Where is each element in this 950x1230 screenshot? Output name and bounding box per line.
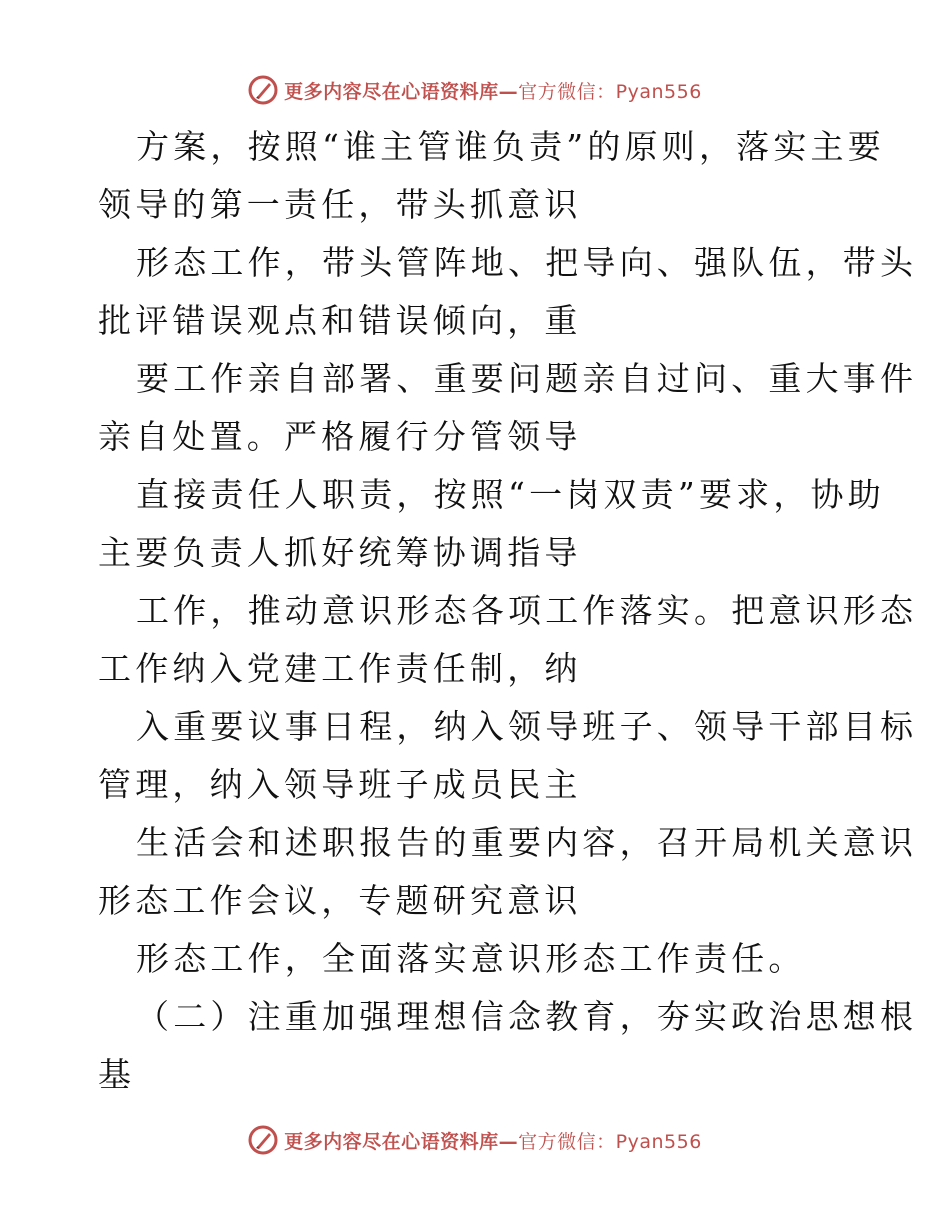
quill-pen-icon	[248, 75, 278, 105]
body-line: 基	[98, 1055, 136, 1094]
footer-text: 更多内容尽在心语资料库—官方微信：Pyan556	[284, 1130, 702, 1153]
body-line: 入重要议事日程，纳入领导班子、领导干部目标	[136, 707, 918, 746]
body-line: 亲自处置。严格履行分管领导	[98, 417, 582, 456]
quill-pen-icon	[248, 1125, 278, 1155]
body-line: 生活会和述职报告的重要内容，召开局机关意识	[136, 823, 918, 862]
section-heading: （二）注重加强理想信念教育，夯实政治思想根	[136, 997, 918, 1036]
header-text: 更多内容尽在心语资料库—官方微信：Pyan556	[284, 80, 702, 103]
body-line: 领导的第一责任，带头抓意识	[98, 185, 582, 224]
body-line: 形态工作，带头管阵地、把导向、强队伍，带头	[136, 243, 918, 282]
body-line: 方案，按照“谁主管谁负责”的原则，落实主要	[136, 127, 885, 166]
body-line: 批评错误观点和错误倾向，重	[98, 301, 582, 340]
body-line: 形态工作会议，专题研究意识	[98, 881, 582, 920]
body-line: 工作，推动意识形态各项工作落实。把意识形态	[136, 591, 918, 630]
body-line: 工作纳入党建工作责任制，纳	[98, 649, 582, 688]
body-line: 管理，纳入领导班子成员民主	[98, 765, 582, 804]
body-line: 要工作亲自部署、重要问题亲自过问、重大事件	[136, 359, 918, 398]
header-banner	[0, 70, 950, 110]
document-body	[98, 118, 918, 1104]
body-line: 主要负责人抓好统筹协调指导	[98, 533, 582, 572]
body-line: 形态工作，全面落实意识形态工作责任。	[136, 939, 806, 978]
footer-banner	[0, 1120, 950, 1160]
body-line: 直接责任人职责，按照“一岗双责”要求，协助	[136, 475, 885, 514]
